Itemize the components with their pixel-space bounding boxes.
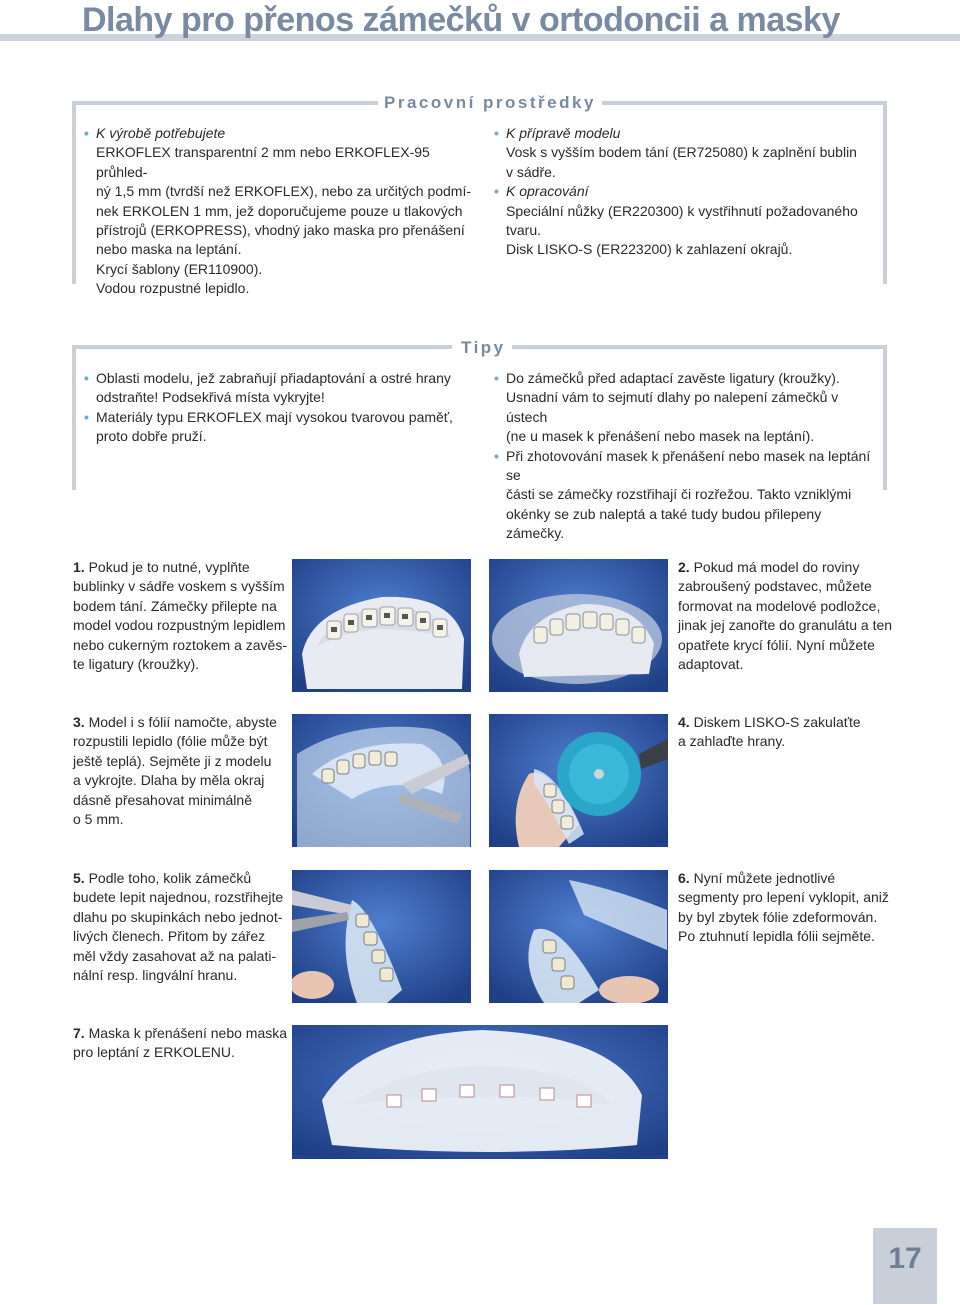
step-line: livých členech. Přitom by zářez	[73, 928, 266, 945]
step-number: 6.	[678, 870, 690, 886]
step-number: 1.	[73, 559, 85, 575]
photo-step-7	[292, 1025, 668, 1159]
step-line: Pokud je to nutné, vyplňte	[84, 559, 250, 575]
materials-frame-right	[883, 101, 887, 284]
materials-left-column	[74, 124, 484, 299]
tips-frame-top-right	[508, 345, 887, 349]
tip-line: okénky se zub naleptá a také tudy budou přilepeny zámečky.	[506, 505, 822, 542]
step-line: dásně přesahovat minimálně	[73, 791, 252, 808]
step-2-text	[678, 558, 893, 674]
bullet-icon: •	[494, 125, 499, 141]
step-line: Model i s fólií namočte, abyste	[84, 714, 277, 730]
step-line: rozpustili lepidlo (fólie může být	[73, 733, 268, 750]
photo-step-6	[489, 870, 668, 1003]
tips-heading: Tipy	[455, 338, 512, 358]
materials-frame-top-left	[72, 101, 380, 105]
step-line: nebo cukerným roztokem a zavěs-	[73, 636, 287, 653]
tip-line: odstraňte! Podsekřivá místa vykryjte!	[96, 389, 325, 406]
step-7-text	[73, 1024, 288, 1063]
tip-line: Oblasti modelu, jež zabraňují přiadaptování a ostré hrany	[96, 370, 451, 386]
step-line: a vykrojte. Dlaha by měla okraj	[73, 772, 265, 789]
step-line: Nyní můžete jednotlivé	[689, 870, 836, 886]
step-number: 3.	[73, 714, 85, 730]
step-3-text	[73, 713, 288, 829]
materials-line: ný 1,5 mm (tvrdší než ERKOFLEX), nebo za určitých podmí-	[96, 183, 472, 200]
step-4-text	[678, 713, 893, 752]
materials-line: nebo maska na leptání.	[96, 241, 242, 258]
materials-line: Vosk s vyšším bodem tání (ER725080) k zaplnění bublin	[506, 144, 857, 161]
bullet-icon: •	[84, 408, 89, 425]
step-line: měl vždy zasahovat až na palati-	[73, 947, 277, 964]
tip-line: Při zhotovování masek k přenášení nebo masek na leptání se	[506, 447, 871, 484]
step-1-text	[73, 558, 288, 674]
step-line: bodem tání. Zámečky přilepte na	[73, 597, 277, 614]
materials-line: Speciální nůžky (ER220300) k vystřihnutí požadovaného tvaru.	[506, 202, 858, 239]
tip-line: části se zámečky rozstřihají či rozřežou. Takto vzniklými	[506, 486, 852, 503]
materials-line: nek ERKOLEN 1 mm, jež doporučujeme pouze u tlakových	[96, 202, 463, 219]
step-line: Maska k přenášení nebo maska	[84, 1025, 288, 1041]
page-number: 17	[888, 1242, 922, 1275]
materials-line: Vodou rozpustné lepidlo.	[96, 280, 250, 297]
tips-frame-right	[883, 345, 887, 490]
list-item	[74, 124, 484, 299]
bullet-icon: •	[494, 447, 499, 464]
materials-line: přístrojů (ERKOPRESS), vhodný jako maska pro přenášení	[96, 222, 465, 239]
materials-line: Krycí šablony (ER110900).	[96, 260, 263, 277]
tip-line: proto dobře pruží.	[96, 428, 207, 445]
list-item	[484, 447, 880, 544]
list-item	[484, 124, 880, 182]
photo-step-5	[292, 870, 471, 1003]
materials-right-subheading: K přípravě modelu	[506, 125, 621, 141]
photo-step-3	[292, 714, 471, 847]
step-line: a zahlaďte hrany.	[678, 733, 786, 750]
step-number: 7.	[73, 1025, 85, 1041]
step-line: ještě teplá). Sejměte ji z modelu	[73, 752, 272, 769]
step-line: dlahu po skupinkách nebo jednot-	[73, 908, 283, 925]
page-title: Dlahy pro přenos zámečků v ortodoncii a masky	[82, 1, 840, 39]
step-line: adaptovat.	[678, 656, 744, 673]
materials-right-subheading: K opracování	[506, 183, 589, 200]
materials-right-column	[484, 124, 880, 260]
tip-line: Do zámečků před adaptací zavěste ligatury (kroužky).	[506, 370, 840, 386]
step-6-text	[678, 869, 893, 947]
tip-line: (ne u masek k přenášení nebo masek na leptání).	[506, 428, 815, 445]
bullet-icon: •	[494, 370, 499, 386]
photo-step-2	[489, 559, 668, 692]
list-item	[74, 408, 484, 447]
tip-line: Materiály typu ERKOFLEX mají vysokou tvarovou paměť,	[96, 408, 453, 425]
materials-line: ERKOFLEX transparentní 2 mm nebo ERKOFLEX-95 průhled-	[96, 144, 430, 180]
step-line: Podle toho, kolik zámečků	[84, 870, 252, 886]
list-item	[74, 369, 484, 408]
step-line: budete lepit najednou, rozstřihejte	[73, 889, 284, 906]
materials-frame-top-right	[585, 101, 887, 105]
photo-step-4	[489, 714, 668, 847]
step-line: Diskem LISKO-S zakulaťte	[689, 714, 861, 730]
materials-line: Disk LISKO-S (ER223200) k zahlazení okrajů.	[506, 241, 793, 258]
step-line: Pokud má model do roviny	[689, 559, 860, 575]
tip-line: Usnadní vám to sejmutí dlahy po nalepení zámečků v ústech	[506, 389, 839, 425]
step-line: nální resp. lingvální hranu.	[73, 967, 238, 984]
step-line: pro leptání z ERKOLENU.	[73, 1044, 235, 1061]
bullet-icon: •	[84, 125, 89, 141]
step-line: te ligatury (kroužky).	[73, 656, 200, 673]
tips-frame-top-left	[72, 345, 452, 349]
step-line: model vodou rozpustným lepidlem	[73, 617, 286, 634]
step-line: by byl zbytek fólie zdeformován.	[678, 908, 878, 925]
step-number: 2.	[678, 559, 690, 575]
step-number: 5.	[73, 870, 85, 886]
step-5-text	[73, 869, 288, 985]
step-number: 4.	[678, 714, 690, 730]
materials-left-subheading: K výrobě potřebujete	[96, 125, 226, 141]
materials-line: v sádře.	[506, 163, 556, 180]
step-line: jinak jej zanořte do granulátu a ten	[678, 617, 893, 634]
materials-heading: Pracovní prostředky	[378, 93, 602, 113]
list-item	[484, 182, 880, 260]
page-number-box	[873, 1228, 937, 1304]
list-item	[484, 369, 880, 447]
bullet-icon: •	[494, 183, 499, 200]
bullet-icon: •	[84, 370, 89, 386]
step-line: opatřete krycí fólií. Nyní můžete	[678, 636, 875, 653]
photo-step-1	[292, 559, 471, 692]
step-line: zabroušený podstavec, můžete	[678, 578, 872, 595]
tips-right-column	[484, 369, 880, 544]
step-line: bublinky v sádře voskem s vyšším	[73, 578, 285, 595]
step-line: Po ztuhnutí lepidla fólii sejměte.	[678, 928, 875, 945]
step-line: segmenty pro lepení vyklopit, aniž	[678, 889, 889, 906]
step-line: formovat na modelové podložce,	[678, 597, 881, 614]
step-line: o 5 mm.	[73, 811, 124, 828]
tips-left-column	[74, 369, 484, 447]
